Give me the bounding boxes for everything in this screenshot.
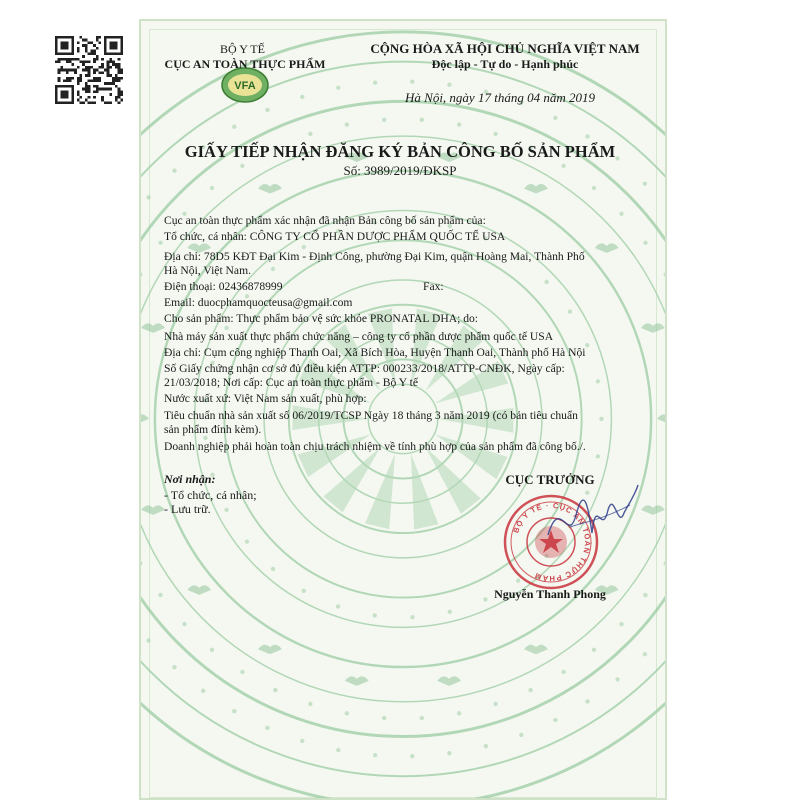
recipient-item: - Lưu trữ. bbox=[164, 502, 211, 516]
body-line: Doanh nghiệp phải hoàn toàn chịu trách nhiệm về tính phù hợp của sản phẩm đã công bố./. bbox=[164, 440, 586, 453]
body-line: Nhà máy sản xuất thực phẩm chức năng – công ty cổ phần dược phẩm quốc tế USA bbox=[164, 330, 554, 343]
fax-label: Fax: bbox=[423, 280, 444, 293]
recipient-item: - Tổ chức, cá nhân; bbox=[164, 488, 257, 502]
handwritten-signature bbox=[540, 475, 640, 555]
document-number: Số: 3989/2019/ĐKSP bbox=[343, 163, 457, 178]
body-line: Địa chỉ: Cụm công nghiệp Thanh Oai, Xã Bích Hòa, Huyện Thanh Oai, Thành phố Hà Nội bbox=[164, 346, 586, 359]
country-name: CỘNG HÒA XÃ HỘI CHỦ NGHĨA VIỆT NAM bbox=[370, 41, 640, 56]
body-line: Điện thoại: 02436878999 bbox=[164, 280, 283, 293]
body-line: Cục an toàn thực phẩm xác nhận đã nhận Bản công bố sản phẩm của: bbox=[164, 214, 486, 227]
ministry-name: BỘ Y TẾ bbox=[220, 42, 265, 56]
document-title: GIẤY TIẾP NHẬN ĐĂNG KÝ BẢN CÔNG BỐ SẢN PHẨM bbox=[184, 142, 616, 161]
seal-lettering: BỘ Y TẾ · CỤC AN TOÀN THỰC PHẨM bbox=[511, 500, 593, 584]
body-line: Số Giấy chứng nhận cơ sở đủ điều kiện ATTP: 000233/2018/ATTP-CNĐK, Ngày cấp: bbox=[164, 362, 565, 375]
body-line: Tiêu chuẩn nhà sản xuất số 06/2019/TCSP Ngày 18 tháng 3 năm 2019 (có bản tiêu chuẩn bbox=[164, 409, 578, 422]
body-line: Hà Nội, Việt Nam. bbox=[164, 264, 251, 277]
body-line: 21/03/2018; Nơi cấp: Cục an toàn thực phẩm - Bộ Y tế bbox=[164, 376, 419, 389]
body-line: Tổ chức, cá nhân: CÔNG TY CỔ PHẦN DƯỢC PHẨM QUỐC TẾ USA bbox=[164, 230, 506, 243]
body-line: Email: duocphamquocteusa@gmail.com bbox=[164, 296, 353, 309]
body-line: Nước xuất xứ: Việt Nam sản xuất, phù hợp: bbox=[164, 392, 367, 405]
qr-code bbox=[55, 36, 123, 104]
signer-name: Nguyễn Thanh Phong bbox=[494, 587, 606, 601]
recipients-heading: Nơi nhận: bbox=[164, 472, 216, 486]
logo-lettering: VFA bbox=[234, 80, 256, 92]
place-date: Hà Nội, ngày 17 tháng 04 năm 2019 bbox=[405, 90, 595, 105]
agency-name: CỤC AN TOÀN THỰC PHẨM bbox=[164, 57, 326, 71]
body-line: Địa chỉ: 78D5 KĐT Đại Kim - Định Công, phường Đại Kim, quận Hoàng Mai, Thành Phố bbox=[164, 250, 585, 263]
body-line: sản phẩm đính kèm). bbox=[164, 423, 262, 436]
signer-position: CỤC TRƯỞNG bbox=[505, 472, 595, 487]
national-motto: Độc lập - Tự do - Hạnh phúc bbox=[431, 57, 579, 71]
body-line: Cho sản phẩm: Thực phẩm bảo vệ sức khỏe PRONATAL DHA; do: bbox=[164, 312, 479, 325]
